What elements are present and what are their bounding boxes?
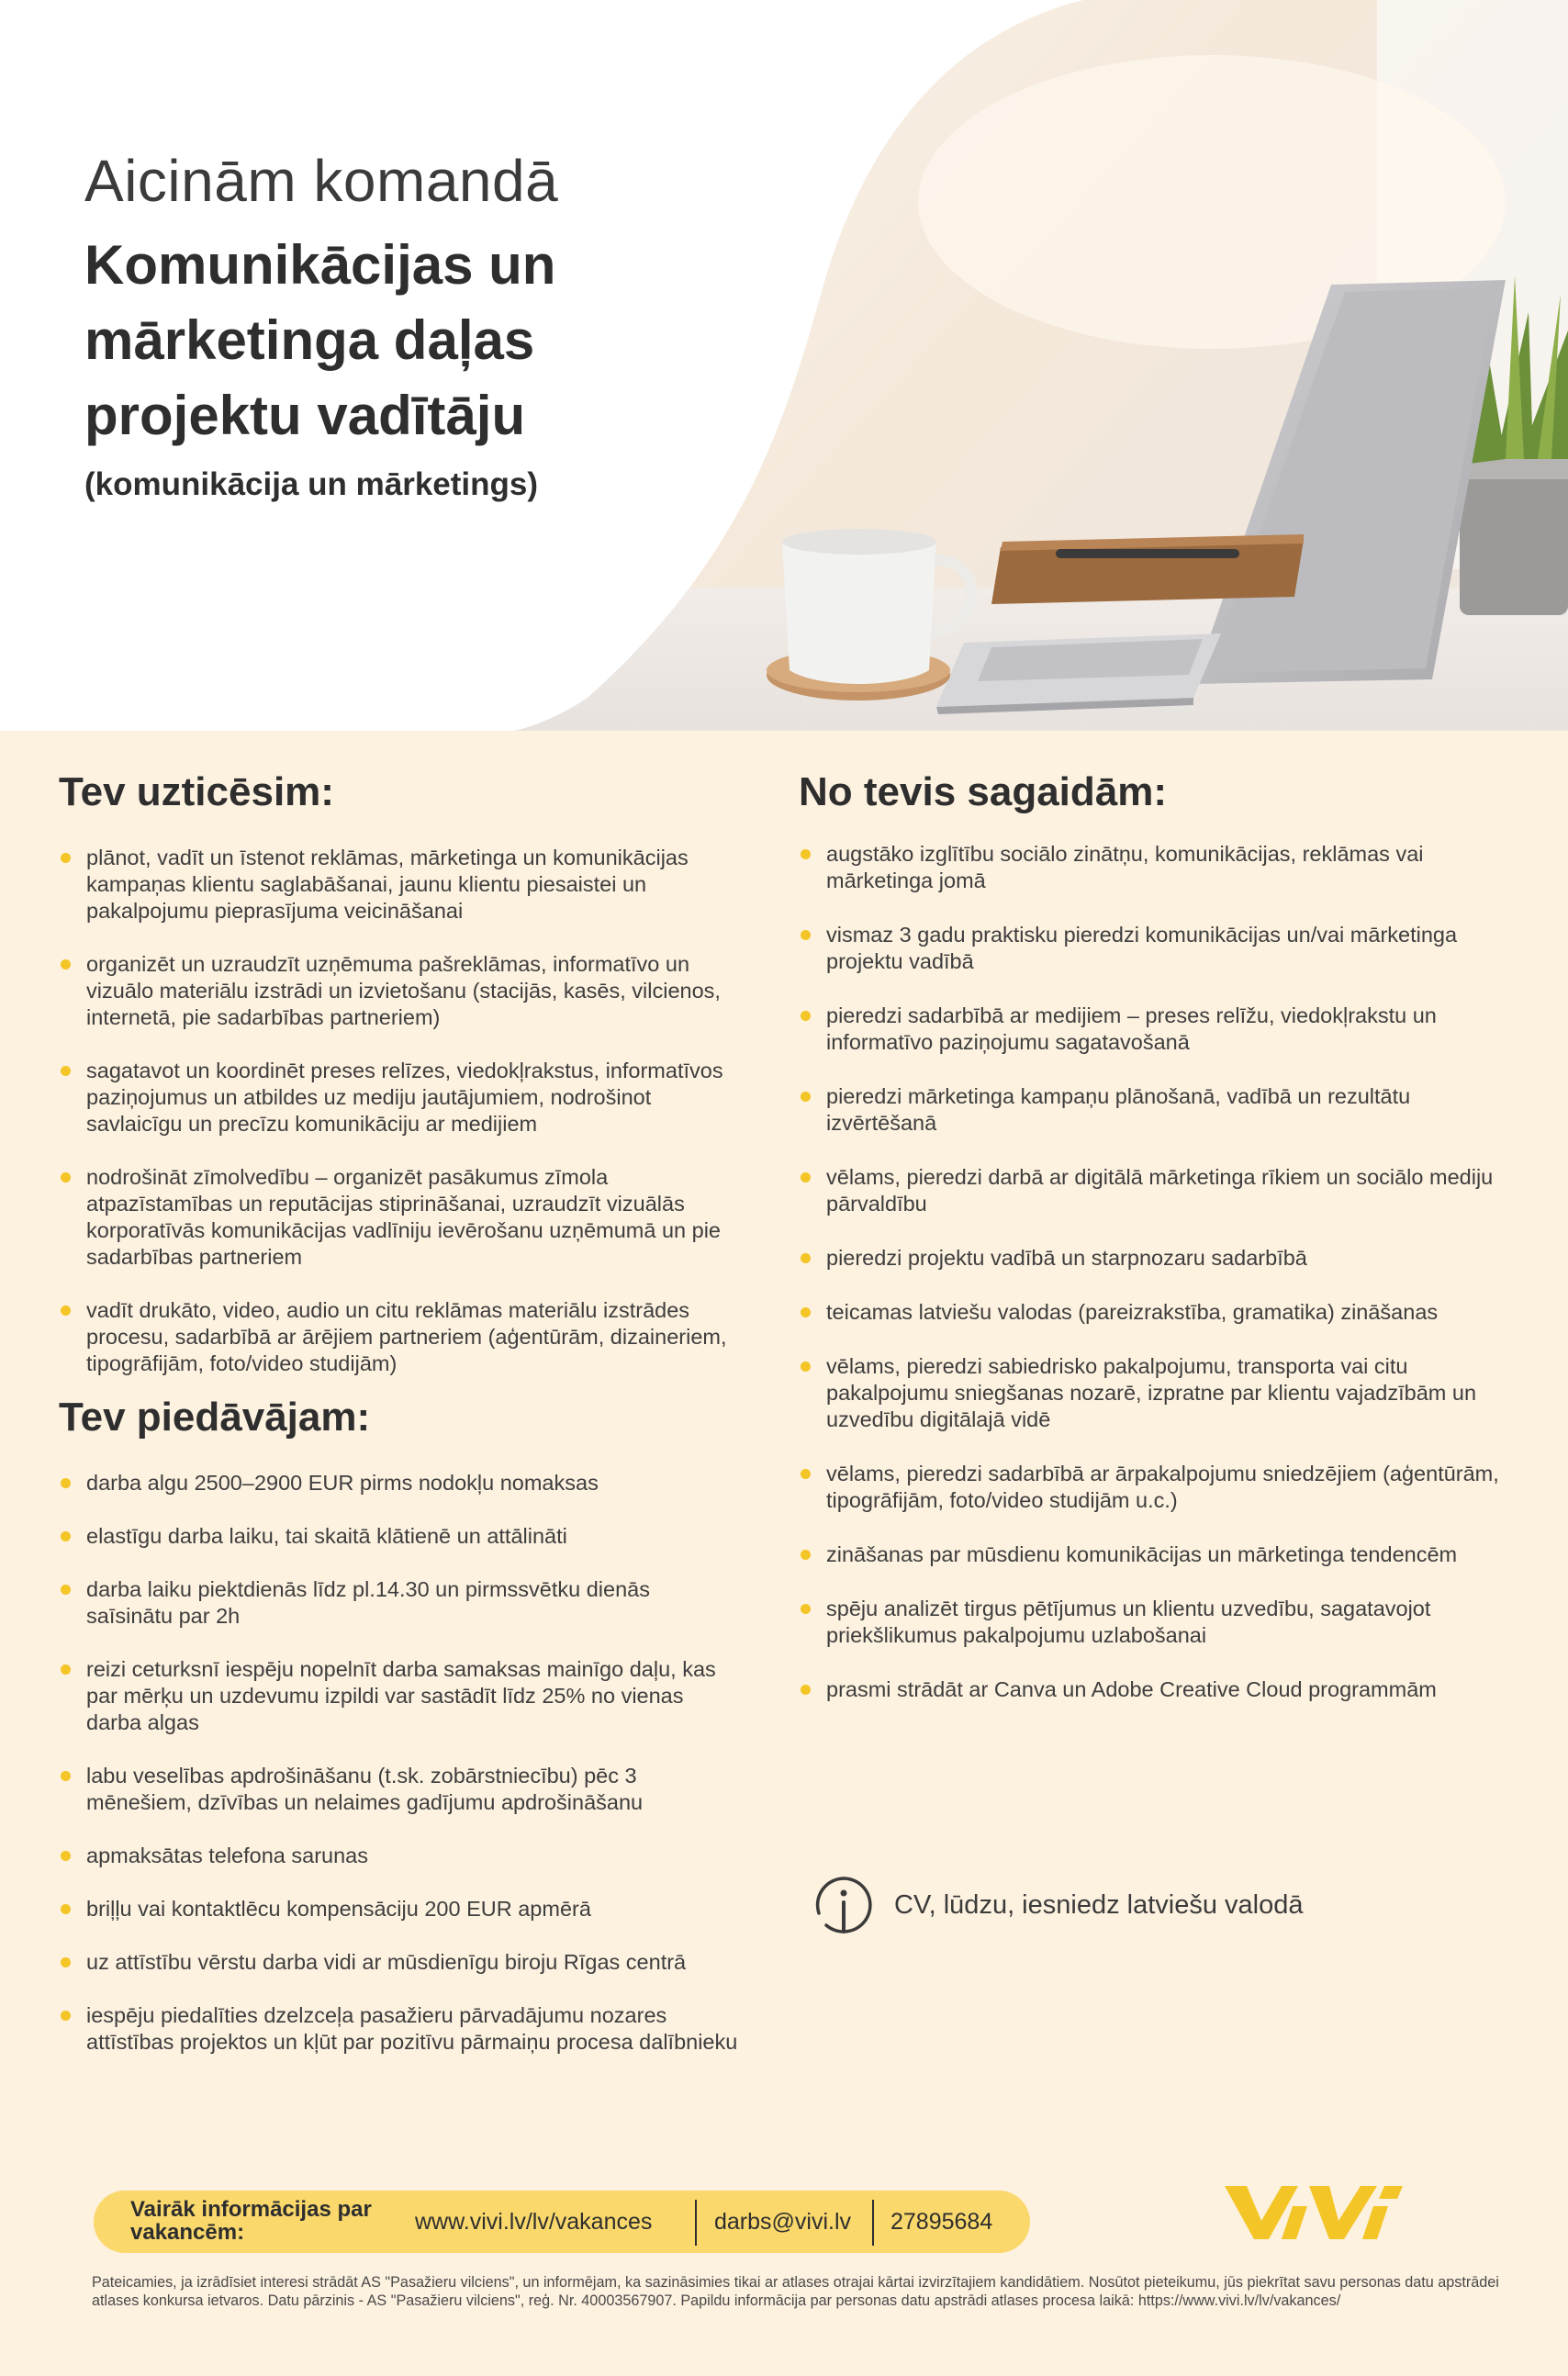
hero-banner: [0, 0, 1568, 731]
bullet-icon: [61, 853, 71, 863]
list-item-text: darba algu 2500–2900 EUR pirms nodokļu nomaksas: [86, 1471, 599, 1495]
bullet-icon: [801, 1307, 811, 1317]
list-item: [59, 1763, 738, 1816]
bullet-icon: [61, 1306, 71, 1316]
list-item-text: pieredzi mārketinga kampaņu plānošanā, vadībā un rezultātu izvērtēšanā: [826, 1084, 1411, 1135]
list-item-text: prasmi strādāt ar Canva un Adobe Creative Cloud programmām: [826, 1677, 1437, 1701]
job-title: [84, 228, 745, 454]
list-item-text: plānot, vadīt un īstenot reklāmas, mārketinga un komunikācijas kampaņas klientu saglabāšanai, jaunu klientu piesaistei un pakalpojumu pieprasījuma veicināšanai: [86, 846, 689, 923]
list-item: [799, 922, 1524, 975]
divider: [695, 2200, 697, 2246]
job-title-line: mārketinga daļas: [84, 309, 535, 371]
list-item-text: vēlams, pieredzi sabiedrisko pakalpojumu, transporta vai citu pakalpojumu sniegšanas nozarē, izpratne par klientu vajadzībām un uzvedību digitālajā vidē: [826, 1354, 1477, 1431]
list-item: [799, 1596, 1524, 1649]
expect-heading: No tevis sagaidām:: [799, 769, 1168, 814]
list-item-text: pieredzi projektu vadībā un starpnozaru sadarbībā: [826, 1246, 1307, 1270]
list-item-text: zināšanas par mūsdienu komunikācijas un mārketinga tendencēm: [826, 1542, 1458, 1566]
bullet-icon: [61, 1957, 71, 1967]
bullet-icon: [801, 849, 811, 859]
list-item: [799, 1461, 1524, 1514]
list-item-text: teicamas latviešu valodas (pareizrakstība, gramatika) zināšanas: [826, 1300, 1439, 1324]
bullet-icon: [61, 1851, 71, 1861]
vivi-logo: [1221, 2180, 1405, 2245]
bullet-icon: [801, 1685, 811, 1695]
bullet-icon: [61, 1585, 71, 1595]
list-item-text: darba laiku piektdienās līdz pl.14.30 un pirmssvētku dienās saīsinātu par 2h: [86, 1577, 650, 1628]
list-item: [799, 1676, 1524, 1703]
list-item-text: vēlams, pieredzi sadarbībā ar ārpakalpojumu sniedzējiem (aģentūrām, tipogrāfijām, foto/video studijām u.c.): [826, 1462, 1499, 1512]
bullet-icon: [801, 1172, 811, 1182]
list-item-text: augstāko izglītību sociālo zinātņu, komunikācijas, reklāmas vai mārketinga jomā: [826, 842, 1424, 892]
info-icon: [813, 1875, 874, 1935]
list-item: [59, 1470, 738, 1496]
list-item: [59, 1523, 738, 1550]
list-item-text: vēlams, pieredzi darbā ar digitālā mārketinga rīkiem un sociālo mediju pārvaldību: [826, 1165, 1494, 1216]
offer-heading: Tev piedāvājam:: [59, 1395, 371, 1440]
list-item-text: reizi ceturksnī iespēju nopelnīt darba samaksas mainīgo daļu, kas par mērķu un uzdevumu izpildi var sastādīt līdz 25% no vienas darba algas: [86, 1657, 716, 1734]
list-item-text: vismaz 3 gadu praktisku pieredzi komunikācijas un/vai mārketinga projektu vadībā: [826, 923, 1458, 973]
list-item-text: nodrošināt zīmolvedību – organizēt pasākumus zīmola atpazīstamības un reputācijas stiprināšanai, uzraudzīt vizuālās korporatīvās komunikācijas vadlīniju ievērošanu uzņēmumā un pie sadarbības partneriem: [86, 1165, 722, 1269]
bullet-icon: [61, 959, 71, 969]
bullet-icon: [801, 930, 811, 940]
list-item-text: vadīt drukāto, video, audio un citu reklāmas materiālu izstrādes procesu, sadarbībā ar ārējiem partneriem (aģentūrām, dizaineriem, tipogrāfijām, foto/video studijām): [86, 1298, 727, 1375]
bullet-icon: [801, 1469, 811, 1479]
list-item: [799, 1083, 1524, 1137]
list-item-text: iespēju piedalīties dzelzceļa pasažieru pārvadājumu nozares attīstības projektos un kļūt par pozitīvu pārmaiņu procesa dalībnieku: [86, 2003, 738, 2054]
bullet-icon: [801, 1092, 811, 1102]
list-item-text: pieredzi sadarbībā ar medijiem – preses relīžu, viedokļrakstu un informatīvo paziņojumu sagatavošanā: [826, 1003, 1437, 1054]
list-item: [59, 1896, 738, 1922]
bullet-icon: [801, 1253, 811, 1263]
vacancies-link[interactable]: www.vivi.lv/lv/vakances: [415, 2209, 653, 2235]
list-item: [59, 845, 738, 925]
bullet-icon: [801, 1362, 811, 1372]
phone-number[interactable]: 27895684: [890, 2209, 993, 2235]
bullet-icon: [61, 1904, 71, 1914]
list-item-text: sagatavot un koordinēt preses relīzes, viedokļrakstus, informatīvos paziņojumus un atbildes uz mediju jautājumiem, nodrošinot savlaicīgu un precīzu komunikāciju ar medijiem: [86, 1059, 723, 1136]
list-item: [799, 1299, 1524, 1326]
job-subtitle: (komunikācija un mārketings): [84, 466, 539, 502]
list-item-text: uz attīstību vērstu darba vidi ar mūsdienīgu biroju Rīgas centrā: [86, 1950, 687, 1974]
list-item: [799, 1003, 1524, 1056]
trust-heading: Tev uzticēsim:: [59, 769, 334, 814]
contact-bar: [94, 2191, 1030, 2253]
job-title-line: projektu vadītāju: [84, 385, 526, 446]
expect-list: [799, 841, 1524, 1703]
list-item: [59, 1058, 738, 1138]
list-item-text: spēju analizēt tirgus pētījumus un klientu uzvedību, sagatavojot priekšlikumus pakalpojumu uzlabošanai: [826, 1597, 1431, 1647]
bullet-icon: [801, 1011, 811, 1021]
list-item: [799, 1245, 1524, 1272]
bullet-icon: [61, 1478, 71, 1488]
offer-list: [59, 1470, 738, 2056]
divider: [872, 2200, 874, 2246]
bullet-icon: [801, 1604, 811, 1614]
contact-label: Vairāk informācijas par vakancēm:: [130, 2197, 372, 2245]
privacy-footer: Pateicamies, ja izrādīsiet interesi strādāt AS "Pasažieru vilciens", un informējam, ka sazināsimies tikai ar atlases otrajai kārtai izvirzītajiem kandidātiem. Nosūtot pieteikumu, jūs piekrītat savu personas datu apstrādei atlases konkursa ietvaros. Datu pārzinis - AS "Pasažieru vilciens", reģ. Nr. 40003567907. Papildu informācija par personas datu apstrādi atlases procesa laikā: https://www.vivi.lv/lv/vakances/: [92, 2274, 1499, 2309]
bullet-icon: [61, 1531, 71, 1541]
list-item: [59, 1656, 738, 1736]
list-item: [59, 1843, 738, 1869]
list-item: [59, 1297, 738, 1377]
cv-language-note: [813, 1875, 1303, 1935]
list-item: [59, 1576, 738, 1630]
bullet-icon: [801, 1550, 811, 1560]
list-item: [59, 1949, 738, 1976]
list-item: [59, 951, 738, 1031]
email-link[interactable]: darbs@vivi.lv: [714, 2209, 852, 2235]
list-item-text: apmaksātas telefona sarunas: [86, 1844, 368, 1867]
list-item: [59, 2002, 738, 2056]
job-title-line: Komunikācijas un: [84, 234, 556, 296]
list-item: [59, 1164, 738, 1271]
list-item: [799, 1164, 1524, 1217]
bullet-icon: [61, 1664, 71, 1675]
list-item: [799, 1353, 1524, 1433]
trust-list: [59, 845, 738, 1377]
bullet-icon: [61, 2011, 71, 2021]
hero-text: [84, 147, 745, 503]
list-item-text: briļļu vai kontaktlēcu kompensāciju 200 EUR apmērā: [86, 1897, 591, 1921]
right-column: [799, 769, 1524, 1731]
list-item-text: elastīgu darba laiku, tai skaitā klātienē un attālināti: [86, 1524, 567, 1548]
list-item: [799, 841, 1524, 894]
list-item: [799, 1541, 1524, 1568]
intro-text: Aicinām komandā: [84, 148, 559, 214]
bullet-icon: [61, 1771, 71, 1781]
list-item-text: organizēt un uzraudzīt uzņēmuma pašreklāmas, informatīvo un vizuālo materiālu izstrādi un izvietošanu (stacijās, kasēs, vilcienos, internetā, pie sadarbības partneriem): [86, 952, 721, 1029]
list-item-text: labu veselības apdrošināšanu (t.sk. zobārstniecību) pēc 3 mēnešiem, dzīvības un nelaimes gadījumu apdrošināšanu: [86, 1764, 644, 1814]
bullet-icon: [61, 1172, 71, 1182]
cv-note-text: CV, lūdzu, iesniedz latviešu valodā: [894, 1889, 1304, 1920]
bullet-icon: [61, 1066, 71, 1076]
left-column: [59, 769, 738, 2082]
